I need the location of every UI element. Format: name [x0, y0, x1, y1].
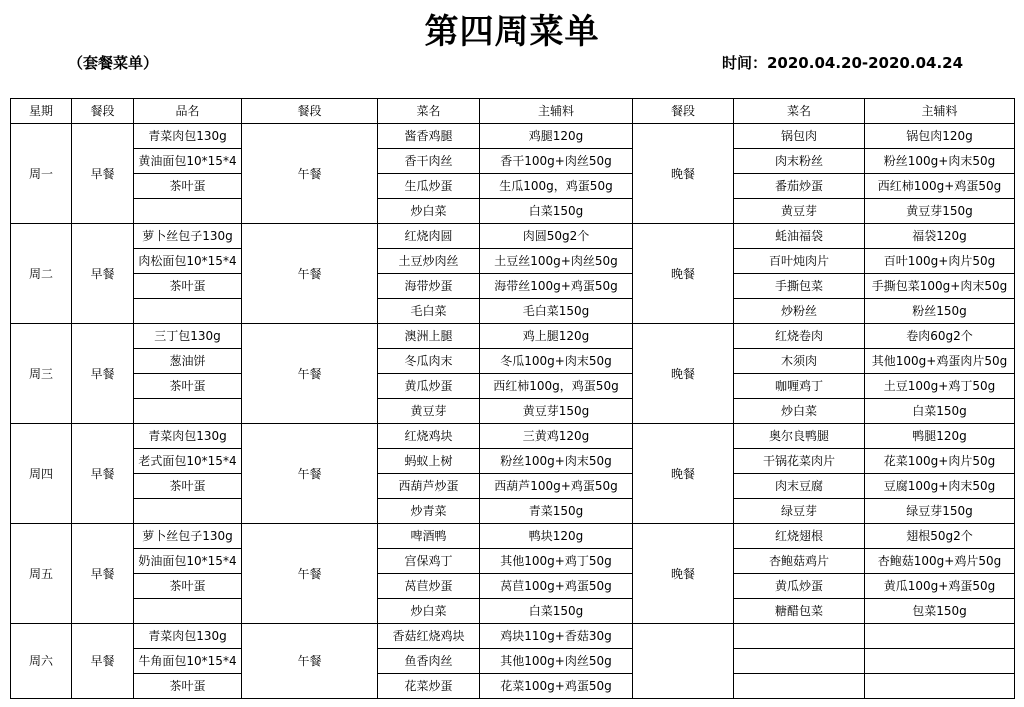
dinner-ingredients-cell: 包菜150g [865, 599, 1015, 624]
breakfast-item-cell: 萝卜丝包子130g [134, 224, 242, 249]
lunch-ingredients-cell: 粉丝100g+肉末50g [480, 449, 633, 474]
dinner-dish-cell: 奥尔良鸭腿 [734, 424, 865, 449]
dinner-dish-cell: 炒粉丝 [734, 299, 865, 324]
header-dinner-dish: 菜名 [734, 99, 865, 124]
breakfast-item-cell [134, 399, 242, 424]
dinner-dish-cell: 手撕包菜 [734, 274, 865, 299]
lunch-dish-cell: 黄瓜炒蛋 [378, 374, 480, 399]
lunch-dish-cell: 红烧肉圆 [378, 224, 480, 249]
dinner-dish-cell: 黄豆芽 [734, 199, 865, 224]
menu-row [11, 149, 1015, 174]
dinner-ingredients-cell: 其他100g+鸡蛋肉片50g [865, 349, 1015, 374]
menu-row [11, 274, 1015, 299]
menu-row [11, 349, 1015, 374]
lunch-dish-cell: 冬瓜肉末 [378, 349, 480, 374]
dinner-dish-cell: 绿豆芽 [734, 499, 865, 524]
breakfast-item-cell: 茶叶蛋 [134, 274, 242, 299]
lunch-dish-cell: 土豆炒肉丝 [378, 249, 480, 274]
menu-row [11, 624, 1015, 649]
lunch-ingredients-cell: 冬瓜100g+肉末50g [480, 349, 633, 374]
lunch-period-cell: 午餐 [242, 424, 378, 524]
dinner-ingredients-cell: 花菜100g+肉片50g [865, 449, 1015, 474]
dinner-ingredients-cell: 粉丝150g [865, 299, 1015, 324]
dinner-dish-cell: 红烧翅根 [734, 524, 865, 549]
menu-row [11, 474, 1015, 499]
lunch-period-cell: 午餐 [242, 324, 378, 424]
header-breakfast-item: 品名 [134, 99, 242, 124]
header-breakfast-period: 餐段 [72, 99, 134, 124]
breakfast-item-cell: 茶叶蛋 [134, 574, 242, 599]
dinner-period-cell: 晚餐 [633, 124, 734, 224]
lunch-dish-cell: 鱼香肉丝 [378, 649, 480, 674]
breakfast-item-cell [134, 199, 242, 224]
lunch-dish-cell: 香干肉丝 [378, 149, 480, 174]
lunch-dish-cell: 海带炒蛋 [378, 274, 480, 299]
dinner-ingredients-cell: 绿豆芽150g [865, 499, 1015, 524]
lunch-ingredients-cell: 花菜100g+鸡蛋50g [480, 674, 633, 699]
dinner-period-cell: 晚餐 [633, 324, 734, 424]
lunch-ingredients-cell: 白菜150g [480, 199, 633, 224]
lunch-ingredients-cell: 生瓜100g，鸡蛋50g [480, 174, 633, 199]
breakfast-item-cell [134, 599, 242, 624]
dinner-ingredients-cell: 白菜150g [865, 399, 1015, 424]
lunch-ingredients-cell: 鸡腿120g [480, 124, 633, 149]
menu-row [11, 574, 1015, 599]
breakfast-item-cell [134, 299, 242, 324]
menu-row [11, 324, 1015, 349]
dinner-dish-cell: 咖喱鸡丁 [734, 374, 865, 399]
menu-row [11, 424, 1015, 449]
breakfast-item-cell: 黄油面包10*15*4 [134, 149, 242, 174]
breakfast-item-cell: 茶叶蛋 [134, 374, 242, 399]
lunch-dish-cell: 酱香鸡腿 [378, 124, 480, 149]
breakfast-item-cell: 老式面包10*15*4 [134, 449, 242, 474]
lunch-dish-cell: 宫保鸡丁 [378, 549, 480, 574]
dinner-period-cell: 晚餐 [633, 424, 734, 524]
lunch-ingredients-cell: 白菜150g [480, 599, 633, 624]
menu-table [10, 98, 1015, 699]
lunch-ingredients-cell: 其他100g+鸡丁50g [480, 549, 633, 574]
menu-row [11, 599, 1015, 624]
lunch-ingredients-cell: 西葫芦100g+鸡蛋50g [480, 474, 633, 499]
dinner-period-cell [633, 624, 734, 699]
lunch-dish-cell: 莴苣炒蛋 [378, 574, 480, 599]
header-lunch-period: 餐段 [242, 99, 378, 124]
dinner-ingredients-cell: 鸭腿120g [865, 424, 1015, 449]
lunch-ingredients-cell: 其他100g+肉丝50g [480, 649, 633, 674]
dinner-ingredients-cell: 西红柿100g+鸡蛋50g [865, 174, 1015, 199]
breakfast-item-cell: 茶叶蛋 [134, 474, 242, 499]
menu-row [11, 499, 1015, 524]
lunch-dish-cell: 蚂蚁上树 [378, 449, 480, 474]
lunch-dish-cell: 西葫芦炒蛋 [378, 474, 480, 499]
dinner-ingredients-cell: 黄豆芽150g [865, 199, 1015, 224]
breakfast-item-cell: 葱油饼 [134, 349, 242, 374]
weekday-cell: 周五 [11, 524, 72, 624]
header-lunch-ingredients: 主辅料 [480, 99, 633, 124]
dinner-dish-cell: 木须肉 [734, 349, 865, 374]
menu-row [11, 524, 1015, 549]
dinner-ingredients-cell: 翅根50g2个 [865, 524, 1015, 549]
menu-row [11, 224, 1015, 249]
dinner-dish-cell: 黄瓜炒蛋 [734, 574, 865, 599]
lunch-ingredients-cell: 土豆丝100g+肉丝50g [480, 249, 633, 274]
dinner-ingredients-cell [865, 649, 1015, 674]
breakfast-item-cell: 肉松面包10*15*4 [134, 249, 242, 274]
dinner-dish-cell: 百叶炖肉片 [734, 249, 865, 274]
lunch-dish-cell: 炒白菜 [378, 199, 480, 224]
menu-subtitle: （套餐菜单） [68, 54, 159, 72]
lunch-period-cell: 午餐 [242, 124, 378, 224]
header-dinner-ingredients: 主辅料 [865, 99, 1015, 124]
dinner-dish-cell [734, 624, 865, 649]
dinner-ingredients-cell: 手撕包菜100g+肉末50g [865, 274, 1015, 299]
breakfast-item-cell: 青菜肉包130g [134, 124, 242, 149]
menu-row [11, 174, 1015, 199]
breakfast-period-cell: 早餐 [72, 524, 134, 624]
dinner-ingredients-cell: 百叶100g+肉片50g [865, 249, 1015, 274]
lunch-period-cell: 午餐 [242, 624, 378, 699]
lunch-ingredients-cell: 西红柿100g，鸡蛋50g [480, 374, 633, 399]
weekday-cell: 周一 [11, 124, 72, 224]
lunch-dish-cell: 毛白菜 [378, 299, 480, 324]
dinner-ingredients-cell: 土豆100g+鸡丁50g [865, 374, 1015, 399]
breakfast-item-cell: 三丁包130g [134, 324, 242, 349]
dinner-ingredients-cell: 豆腐100g+肉末50g [865, 474, 1015, 499]
menu-row [11, 674, 1015, 699]
breakfast-item-cell: 牛角面包10*15*4 [134, 649, 242, 674]
dinner-ingredients-cell: 锅包肉120g [865, 124, 1015, 149]
dinner-dish-cell: 红烧卷肉 [734, 324, 865, 349]
lunch-ingredients-cell: 三黄鸡120g [480, 424, 633, 449]
dinner-period-cell: 晚餐 [633, 524, 734, 624]
breakfast-item-cell: 茶叶蛋 [134, 174, 242, 199]
breakfast-period-cell: 早餐 [72, 424, 134, 524]
lunch-period-cell: 午餐 [242, 224, 378, 324]
dinner-dish-cell: 肉末粉丝 [734, 149, 865, 174]
dinner-ingredients-cell: 黄瓜100g+鸡蛋50g [865, 574, 1015, 599]
lunch-ingredients-cell: 鸭块120g [480, 524, 633, 549]
lunch-dish-cell: 香菇红烧鸡块 [378, 624, 480, 649]
dinner-dish-cell: 蚝油福袋 [734, 224, 865, 249]
weekday-cell: 周三 [11, 324, 72, 424]
dinner-dish-cell [734, 674, 865, 699]
weekday-cell: 周四 [11, 424, 72, 524]
dinner-ingredients-cell [865, 674, 1015, 699]
weekday-cell: 周六 [11, 624, 72, 699]
lunch-ingredients-cell: 鸡上腿120g [480, 324, 633, 349]
lunch-ingredients-cell: 香干100g+肉丝50g [480, 149, 633, 174]
menu-row [11, 549, 1015, 574]
dinner-period-cell: 晚餐 [633, 224, 734, 324]
menu-row [11, 199, 1015, 224]
menu-row [11, 449, 1015, 474]
dinner-dish-cell: 锅包肉 [734, 124, 865, 149]
lunch-ingredients-cell: 莴苣100g+鸡蛋50g [480, 574, 633, 599]
weekday-cell: 周二 [11, 224, 72, 324]
breakfast-item-cell [134, 499, 242, 524]
dinner-dish-cell [734, 649, 865, 674]
menu-row [11, 249, 1015, 274]
menu-row [11, 374, 1015, 399]
header-lunch-dish: 菜名 [378, 99, 480, 124]
lunch-dish-cell: 花菜炒蛋 [378, 674, 480, 699]
dinner-ingredients-cell: 卷肉60g2个 [865, 324, 1015, 349]
lunch-dish-cell: 澳洲上腿 [378, 324, 480, 349]
menu-row [11, 299, 1015, 324]
lunch-dish-cell: 啤酒鸭 [378, 524, 480, 549]
menu-row [11, 124, 1015, 149]
menu-body [11, 124, 1015, 699]
lunch-dish-cell: 红烧鸡块 [378, 424, 480, 449]
menu-row [11, 649, 1015, 674]
breakfast-item-cell: 茶叶蛋 [134, 674, 242, 699]
page-title: 第四周菜单 [424, 12, 600, 52]
lunch-ingredients-cell: 鸡块110g+香菇30g [480, 624, 633, 649]
lunch-dish-cell: 生瓜炒蛋 [378, 174, 480, 199]
dinner-dish-cell: 番茄炒蛋 [734, 174, 865, 199]
lunch-dish-cell: 炒青菜 [378, 499, 480, 524]
breakfast-period-cell: 早餐 [72, 624, 134, 699]
header-dinner-period: 餐段 [633, 99, 734, 124]
dinner-ingredients-cell: 福袋120g [865, 224, 1015, 249]
lunch-ingredients-cell: 肉圆50g2个 [480, 224, 633, 249]
breakfast-period-cell: 早餐 [72, 124, 134, 224]
lunch-ingredients-cell: 黄豆芽150g [480, 399, 633, 424]
dinner-ingredients-cell [865, 624, 1015, 649]
breakfast-item-cell: 青菜肉包130g [134, 424, 242, 449]
dinner-dish-cell: 糖醋包菜 [734, 599, 865, 624]
lunch-ingredients-cell: 海带丝100g+鸡蛋50g [480, 274, 633, 299]
breakfast-period-cell: 早餐 [72, 324, 134, 424]
dinner-ingredients-cell: 粉丝100g+肉末50g [865, 149, 1015, 174]
lunch-ingredients-cell: 毛白菜150g [480, 299, 633, 324]
lunch-ingredients-cell: 青菜150g [480, 499, 633, 524]
breakfast-item-cell: 奶油面包10*15*4 [134, 549, 242, 574]
dinner-dish-cell: 杏鲍菇鸡片 [734, 549, 865, 574]
header-row [11, 99, 1015, 124]
lunch-dish-cell: 炒白菜 [378, 599, 480, 624]
lunch-period-cell: 午餐 [242, 524, 378, 624]
lunch-dish-cell: 黄豆芽 [378, 399, 480, 424]
breakfast-item-cell: 青菜肉包130g [134, 624, 242, 649]
dinner-ingredients-cell: 杏鲍菇100g+鸡片50g [865, 549, 1015, 574]
dinner-dish-cell: 干锅花菜肉片 [734, 449, 865, 474]
header-weekday: 星期 [11, 99, 72, 124]
breakfast-period-cell: 早餐 [72, 224, 134, 324]
dinner-dish-cell: 肉末豆腐 [734, 474, 865, 499]
menu-row [11, 399, 1015, 424]
date-range: 时间：2020.04.20-2020.04.24 [722, 54, 964, 72]
breakfast-item-cell: 萝卜丝包子130g [134, 524, 242, 549]
dinner-dish-cell: 炒白菜 [734, 399, 865, 424]
